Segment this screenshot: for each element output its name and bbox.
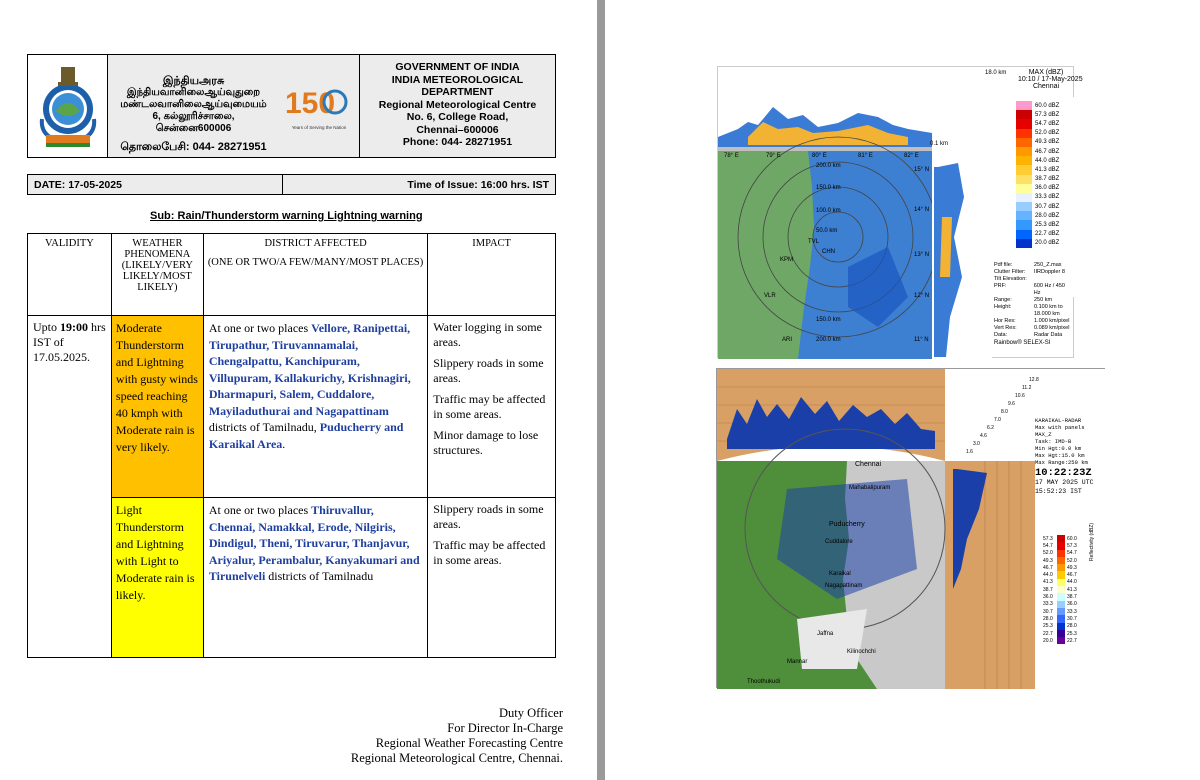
radar2-info-line: Max Range:250 km: [1035, 459, 1088, 466]
radar1-scale-row: [1016, 138, 1059, 147]
radar1-scale-swatch: [1016, 119, 1032, 128]
radar1-info-row: [994, 283, 1073, 297]
eng-line-2: INDIA METEOROLOGICAL DEPARTMENT: [391, 73, 524, 98]
radar2-scale-row: [1043, 535, 1077, 542]
radar1-title-2: 10:10 / 17-May-2025: [1018, 76, 1083, 83]
eng-line-4: No. 6, College Road,: [406, 111, 509, 123]
radar1-info-value: 18.000 km: [1034, 311, 1060, 317]
radar2-place-label: Jaffna: [817, 631, 834, 637]
radar2-scale-swatch: [1057, 623, 1065, 630]
district-prefix: At one or two places: [208, 321, 312, 335]
radar2-scale-label-left: 46.7: [1043, 564, 1053, 571]
radar1-info-label: [994, 311, 1034, 318]
radar2-info-line: Max with panels: [1035, 424, 1085, 431]
radar2-scale-swatch: [1057, 571, 1065, 578]
radar1-ring-label: 200.0 km: [816, 337, 841, 343]
radar1-info-label: Range:: [994, 297, 1012, 303]
radar2-height-tick: 4.6: [980, 433, 987, 439]
phenomena-cell-light: Light Thunderstorm and Lightning with Light to Moderate rain is likely.: [111, 498, 203, 658]
radar1-scale-swatch: [1016, 220, 1032, 229]
radar1-scale-row: [1016, 165, 1059, 174]
radar1-scale-label: 57.3 dBZ: [1035, 111, 1060, 118]
radar1-ring-label: 150.0 km: [816, 185, 841, 191]
eng-line-3: Regional Meteorological Centre: [378, 98, 537, 111]
radar2-scale-swatch: [1057, 579, 1065, 586]
radar2-scale-row: [1043, 601, 1077, 608]
radar1-info-row: [994, 318, 1073, 325]
radar2-scale-label-right: 57.3: [1067, 542, 1077, 549]
radar2-scale-label-left: 54.7: [1043, 542, 1053, 549]
district-mid: districts of Tamilnadu: [265, 569, 374, 583]
validity-time: 19:00: [60, 320, 88, 334]
radar2-scale-label-left: 28.0: [1043, 615, 1053, 622]
radar2-info-line: Min Hgt:0.0 km: [1035, 445, 1082, 452]
radar1-info-panel: [994, 262, 1073, 346]
radar2-scale-swatch: [1057, 630, 1065, 637]
radar2-height-tick: 11.2: [1022, 385, 1032, 391]
radar2-scale-label-right: 49.3: [1067, 564, 1077, 571]
radar1-scale-swatch: [1016, 138, 1032, 147]
radar1-info-row: [994, 332, 1073, 339]
radar1-scale-row: [1016, 147, 1059, 156]
radar2-scale-label-right: 44.0: [1067, 579, 1077, 586]
district-names-2: Puducherry and Karaikal Area: [208, 420, 404, 451]
radar2-scale-swatch: [1057, 601, 1065, 608]
imd-emblem-logo: [28, 55, 108, 157]
radar2-place-label: Chennai: [855, 461, 882, 468]
radar1-scale-label: 44.0 dBZ: [1035, 157, 1060, 164]
tamil-line-5: சென்னை600006: [155, 123, 232, 134]
radar2-height-tick: 10.6: [1015, 393, 1025, 399]
district-mid: districts of Tamilnadu,: [208, 420, 320, 434]
radar2-scale-swatch: [1057, 608, 1065, 615]
header-validity: VALIDITY: [28, 234, 112, 316]
radar1-info-label: Tilt Elevation:: [994, 276, 1027, 282]
radar1-scale-swatch: [1016, 211, 1032, 220]
tamil-phone: தொலைபேசி: 044- 28271951: [120, 141, 267, 153]
radar2-scale-swatch: [1057, 550, 1065, 557]
radar2-scale-row: [1043, 542, 1077, 549]
impact-cell: [428, 498, 556, 658]
radar2-scale-label-left: 25.3: [1043, 623, 1053, 630]
radar1-km-top: 18.0 km: [985, 70, 1007, 76]
radar2-info-line: Max Hgt:15.0 km: [1035, 452, 1085, 459]
validity-post: hrs IST of 17.05.2025.: [33, 320, 106, 364]
radar1-info-value: 600 Hz / 450 Hz: [1033, 283, 1065, 296]
radar1-scale-swatch: [1016, 202, 1032, 211]
radar1-scale-label: 28.0 dBZ: [1035, 212, 1060, 219]
radar2-scale-swatch: [1057, 593, 1065, 600]
radar1-scale-swatch: [1016, 165, 1032, 174]
radar1-scale-row: [1016, 230, 1059, 239]
radar1-scale-row: [1016, 110, 1059, 119]
phenomena-cell-moderate: Moderate Thunderstorm and Lightning with gusty winds speed reaching 40 kmph with Moderate rain is very likely.: [111, 316, 203, 498]
district-names: Vellore, Ranipettai, Tirupathur, Tiruvannamalai, Chengalpattu, Kanchipuram, Villupuram, Kallakurichy, Krishnagiri, Dharmapuri, Salem, Cuddalore, Mayiladuthurai and Nagapattinam: [208, 321, 411, 418]
radar2-scale-label-right: 60.0: [1067, 535, 1077, 542]
radar1-lat-label: 12° N: [914, 293, 930, 299]
radar1-scale-row: [1016, 156, 1059, 165]
radar2-scale-label-right: 33.3: [1067, 608, 1077, 615]
header-district-sub: (ONE OR TWO/A FEW/MANY/MOST PLACES): [207, 257, 424, 268]
radar1-scale-swatch: [1016, 101, 1032, 110]
radar1-scale-row: [1016, 202, 1059, 211]
radar1-info-row: [994, 325, 1073, 332]
radar1-scale-row: [1016, 239, 1059, 248]
date-label: DATE: 17-05-2025: [28, 175, 283, 194]
english-address-block: [360, 55, 555, 157]
radar1-ring-label: 100.0 km: [816, 208, 841, 214]
radar2-place-label: Thoothukudi: [747, 679, 781, 685]
radar1-scale-label: 41.3 dBZ: [1035, 166, 1060, 173]
imd-150-years-logo: [279, 55, 359, 157]
radar2-scale-label-right: 52.0: [1067, 557, 1077, 564]
radar1-place-label: ARI: [782, 337, 793, 343]
district-end: .: [282, 436, 286, 451]
tamil-address-block: [108, 55, 360, 157]
radar1-vendor: Rainbow® SELEX-SI: [994, 340, 1051, 346]
header-district-title: DISTRICT AFFECTED: [264, 238, 367, 249]
radar1-scale-label: 30.7 dBZ: [1035, 203, 1060, 210]
radar1-lon-label: 80° E: [812, 153, 827, 159]
radar1-info-value: 0.089 km/pixel: [1034, 325, 1070, 331]
radar1-info-value: Radar Data: [1034, 332, 1063, 338]
radar1-place-label: CHN: [822, 249, 835, 255]
table-header-row: [28, 234, 556, 316]
radar1-scale-swatch: [1016, 193, 1032, 202]
radar2-scale-row: [1043, 564, 1077, 571]
radar1-info-value: 1.000 km/pixel: [1034, 318, 1070, 324]
radar1-info-row: [994, 304, 1073, 311]
impact-cell: [428, 316, 556, 498]
radar2-scale-row: [1043, 593, 1077, 600]
page-divider: [597, 0, 605, 780]
radar1-lon-label: 79° E: [766, 153, 781, 159]
radar1-scale-row: [1016, 119, 1059, 128]
radar1-km-small: 0.1 km: [930, 141, 949, 147]
radar2-info-line: MAX_Z: [1035, 431, 1052, 438]
radar2-scale-label-left: 41.3: [1043, 579, 1053, 586]
table-row: [28, 316, 556, 498]
radar1-ring-label: 200.0 km: [816, 163, 841, 169]
radar1-scale-row: [1016, 101, 1059, 110]
radar1-info-value: 250_Z.max: [1034, 262, 1062, 268]
radar2-scale-label-right: 30.7: [1067, 615, 1077, 622]
radar2-height-tick: 6.2: [987, 425, 994, 431]
radar2-scale-label-left: 20.0: [1043, 637, 1053, 644]
radar1-color-scale: [1016, 101, 1059, 248]
warning-table: [27, 233, 556, 658]
radar2-scale-swatch: [1057, 637, 1065, 644]
radar1-ring-label: 150.0 km: [816, 317, 841, 323]
radar2-place-label: Mahabalipuram: [849, 485, 891, 491]
logo-150-caption: Years of Serving the Nation: [291, 125, 347, 130]
radar2-scale-row: [1043, 550, 1077, 557]
radar1-lon-label: 78° E: [724, 153, 739, 159]
karaikal-radar-image: [716, 368, 1105, 688]
radar1-scale-swatch: [1016, 175, 1032, 184]
tamil-line-4: 6, கல்லூரிச்சாலை,: [152, 111, 235, 122]
radar1-info-row: [994, 297, 1073, 304]
radar2-height-tick: 9.6: [1008, 401, 1015, 407]
district-prefix: At one or two places: [208, 503, 312, 517]
radar1-lon-label: 81° E: [858, 153, 873, 159]
radar1-info-label: Clutter Filter:: [994, 269, 1026, 275]
signature-line: Regional Weather Forecasting Centre: [375, 736, 563, 750]
radar1-scale-swatch: [1016, 230, 1032, 239]
radar2-unit: Reflectivity (dBZ): [1089, 522, 1095, 561]
district-names: Thiruvallur, Chennai, Namakkal, Erode, Nilgiris, Dindigul, Theni, Tiruvarur, Thanjavur, Ariyalur, Perambalur, Kanyakumari and Tirunelveli: [208, 503, 420, 583]
radar2-place-label: Karaikal: [829, 571, 851, 577]
radar2-place-label: Puducherry: [829, 521, 865, 528]
letterhead: [27, 54, 556, 158]
radar2-scale-swatch: [1057, 557, 1065, 564]
radar1-info-label: PRF:: [994, 283, 1007, 289]
radar2-scale-label-right: 54.7: [1067, 550, 1077, 557]
radar2-ist: 15:52:23 IST: [1035, 488, 1082, 495]
district-cell: [203, 498, 427, 658]
radar1-scale-label: 25.3 dBZ: [1035, 222, 1060, 229]
radar1-place-label: TVL: [808, 239, 820, 245]
radar1-scale-label: 54.7 dBZ: [1035, 120, 1060, 127]
impact-item: Slippery roads in some areas.: [433, 356, 544, 385]
radar1-scale-swatch: [1016, 156, 1032, 165]
radar1-title-1: MAX (dBZ): [1028, 69, 1064, 76]
radar2-scale-label-right: 25.3: [1067, 630, 1077, 637]
radar1-info-row: [994, 311, 1073, 318]
radar2-height-tick: 1.6: [966, 449, 973, 455]
radar1-lat-label: 13° N: [914, 252, 930, 258]
radar2-scale-label-right: 46.7: [1067, 572, 1077, 579]
radar2-info-line: KARAIKAL-RADAR: [1035, 417, 1082, 424]
tamil-line-3: மண்டலவானிலைஆய்வுமையம்: [120, 99, 267, 110]
radar1-info-row: [994, 269, 1073, 276]
signature-block: [351, 706, 563, 766]
radar1-info-label: Hor Res:: [994, 318, 1016, 324]
radar2-height-tick: 12.8: [1029, 377, 1039, 383]
subject-line: Sub: Rain/Thunderstorm warning Lightning warning: [150, 210, 423, 222]
radar1-info-row: [994, 262, 1073, 269]
radar2-scale-label-left: 49.3: [1043, 557, 1053, 564]
radar2-scale-label-left: 57.3: [1043, 535, 1053, 542]
radar2-scale-row: [1043, 579, 1077, 586]
radar2-place-label: Mannar: [787, 659, 808, 665]
radar1-scale-swatch: [1016, 129, 1032, 138]
validity-pre: Upto: [33, 320, 60, 334]
radar2-scale-label-left: 36.0: [1043, 594, 1053, 601]
district-cell: [203, 316, 427, 498]
radar2-scale-label-left: 30.7: [1043, 608, 1053, 615]
signature-line: For Director In-Charge: [447, 721, 563, 735]
logo-150-text: 150: [285, 87, 336, 120]
radar1-scale-label: 33.3 dBZ: [1035, 194, 1060, 201]
validity-cell: [28, 316, 112, 658]
radar2-scale-label-right: 36.0: [1067, 601, 1077, 608]
radar1-scale-label: 52.0 dBZ: [1035, 130, 1060, 137]
radar1-scale-swatch: [1016, 184, 1032, 193]
radar2-scale-label-left: 33.3: [1043, 601, 1053, 608]
radar2-height-tick: 8.0: [1001, 409, 1008, 415]
issue-time: Time of Issue: 16:00 hrs. IST: [407, 179, 549, 191]
chennai-radar-image: [717, 66, 1083, 358]
impact-item: Traffic may be affected in some areas.: [433, 538, 546, 567]
header-district: [203, 234, 427, 316]
radar2-scale-label-left: 44.0: [1043, 572, 1053, 579]
radar2-scale-label-right: 41.3: [1067, 586, 1077, 593]
radar2-height-tick: 3.0: [973, 441, 980, 447]
radar1-scale-swatch: [1016, 239, 1032, 248]
radar1-scale-label: 20.0 dBZ: [1035, 240, 1060, 247]
radar1-scale-row: [1016, 211, 1059, 220]
radar2-scale-row: [1043, 557, 1077, 564]
radar1-lat-label: 11° N: [914, 337, 929, 343]
radar2-scale-swatch: [1057, 535, 1065, 542]
radar1-info-label: Data:: [994, 332, 1008, 338]
radar2-scale-label-left: 52.0: [1043, 550, 1053, 557]
radar1-title: [1018, 69, 1083, 90]
tamil-line-2: இந்தியவானிலைஆய்வுதுறை: [126, 87, 261, 98]
radar1-scale-row: [1016, 220, 1059, 229]
radar1-info-label: Vert Res:: [994, 325, 1017, 331]
radar1-info-label: Height:: [994, 304, 1012, 310]
radar2-color-scale: [1043, 535, 1077, 644]
radar2-info-panel: [1035, 417, 1105, 495]
impact-item: Minor damage to lose structures.: [433, 428, 539, 457]
radar2-scale-row: [1043, 637, 1077, 644]
radar2-scale-label-left: 38.7: [1043, 586, 1053, 593]
radar1-scale-label: 46.7 dBZ: [1035, 148, 1060, 155]
radar1-info-value: 0.100 km to: [1034, 304, 1063, 310]
radar1-scale-row: [1016, 129, 1059, 138]
radar2-scale-row: [1043, 630, 1077, 637]
radar1-info-value: IIRDoppler 8: [1034, 269, 1065, 275]
radar1-place-label: VLR: [764, 293, 776, 299]
radar1-lat-label: 15° N: [914, 167, 930, 173]
radar1-scale-label: 36.0 dBZ: [1035, 185, 1060, 192]
header-impact: IMPACT: [428, 234, 556, 316]
radar1-lon-label: 82° E: [904, 153, 919, 159]
radar2-scale-row: [1043, 623, 1077, 630]
radar1-scale-label: 49.3 dBZ: [1035, 139, 1060, 146]
impact-item: Slippery roads in some areas.: [433, 502, 544, 531]
eng-phone: Phone: 044- 28271951: [402, 136, 513, 148]
radar2-place-label: Nagapattinam: [825, 583, 863, 589]
radar2-scale-label-right: 22.7: [1067, 637, 1077, 644]
radar1-info-value: 250 km: [1034, 297, 1053, 303]
radar2-scale-label-right: 38.7: [1067, 594, 1077, 601]
radar1-scale-row: [1016, 184, 1059, 193]
radar1-info-row: [994, 276, 1073, 283]
radar1-scale-swatch: [1016, 147, 1032, 156]
radar2-info-line: Task: IMD-B: [1035, 438, 1072, 445]
tamil-line-1: இந்தியஅரசு: [162, 75, 225, 87]
radar1-lat-label: 14° N: [914, 207, 930, 213]
radar1-scale-row: [1016, 175, 1059, 184]
radar1-scale-row: [1016, 193, 1059, 202]
signature-line: Regional Meteorological Centre, Chennai.: [350, 751, 563, 765]
radar2-scale-row: [1043, 615, 1077, 622]
radar2-place-label: Kilinochchi: [847, 649, 876, 655]
date-issue-row: [27, 174, 556, 195]
eng-line-5: Chennai–600006: [416, 123, 499, 136]
radar1-place-label: KPM: [780, 257, 794, 263]
header-phenomena: WEATHER PHENOMENA (LIKELY/VERY LIKELY/MOST LIKELY): [111, 234, 203, 316]
signature-line: Duty Officer: [499, 706, 563, 720]
radar1-scale-label: 38.7 dBZ: [1035, 176, 1060, 183]
impact-item: Water logging in some areas.: [433, 320, 542, 349]
radar2-height-tick: 7.0: [994, 417, 1001, 423]
radar2-time: 10:22:23Z: [1035, 467, 1092, 479]
radar1-info-label: Pdf file:: [994, 262, 1013, 268]
radar1-scale-swatch: [1016, 110, 1032, 119]
radar2-scale-label-left: 22.7: [1043, 630, 1053, 637]
radar2-scale-swatch: [1057, 564, 1065, 571]
radar2-scale-swatch: [1057, 586, 1065, 593]
radar2-scale-swatch: [1057, 615, 1065, 622]
radar2-place-label: Cuddalore: [825, 539, 853, 545]
radar2-scale-label-right: 28.0: [1067, 623, 1077, 630]
radar1-title-3: Chennai: [1032, 83, 1060, 90]
radar2-date: 17 MAY 2025 UTC: [1035, 479, 1094, 486]
radar1-scale-label: 60.0 dBZ: [1035, 102, 1060, 109]
radar1-scale-label: 22.7 dBZ: [1035, 231, 1060, 238]
radar1-ring-label: 50.0 km: [816, 228, 838, 234]
radar2-scale-swatch: [1057, 542, 1065, 549]
radar2-scale-row: [1043, 571, 1077, 578]
impact-item: Traffic may be affected in some areas.: [433, 392, 546, 421]
radar2-scale-row: [1043, 586, 1077, 593]
radar2-scale-row: [1043, 608, 1077, 615]
eng-line-1: GOVERNMENT OF INDIA: [395, 61, 520, 73]
